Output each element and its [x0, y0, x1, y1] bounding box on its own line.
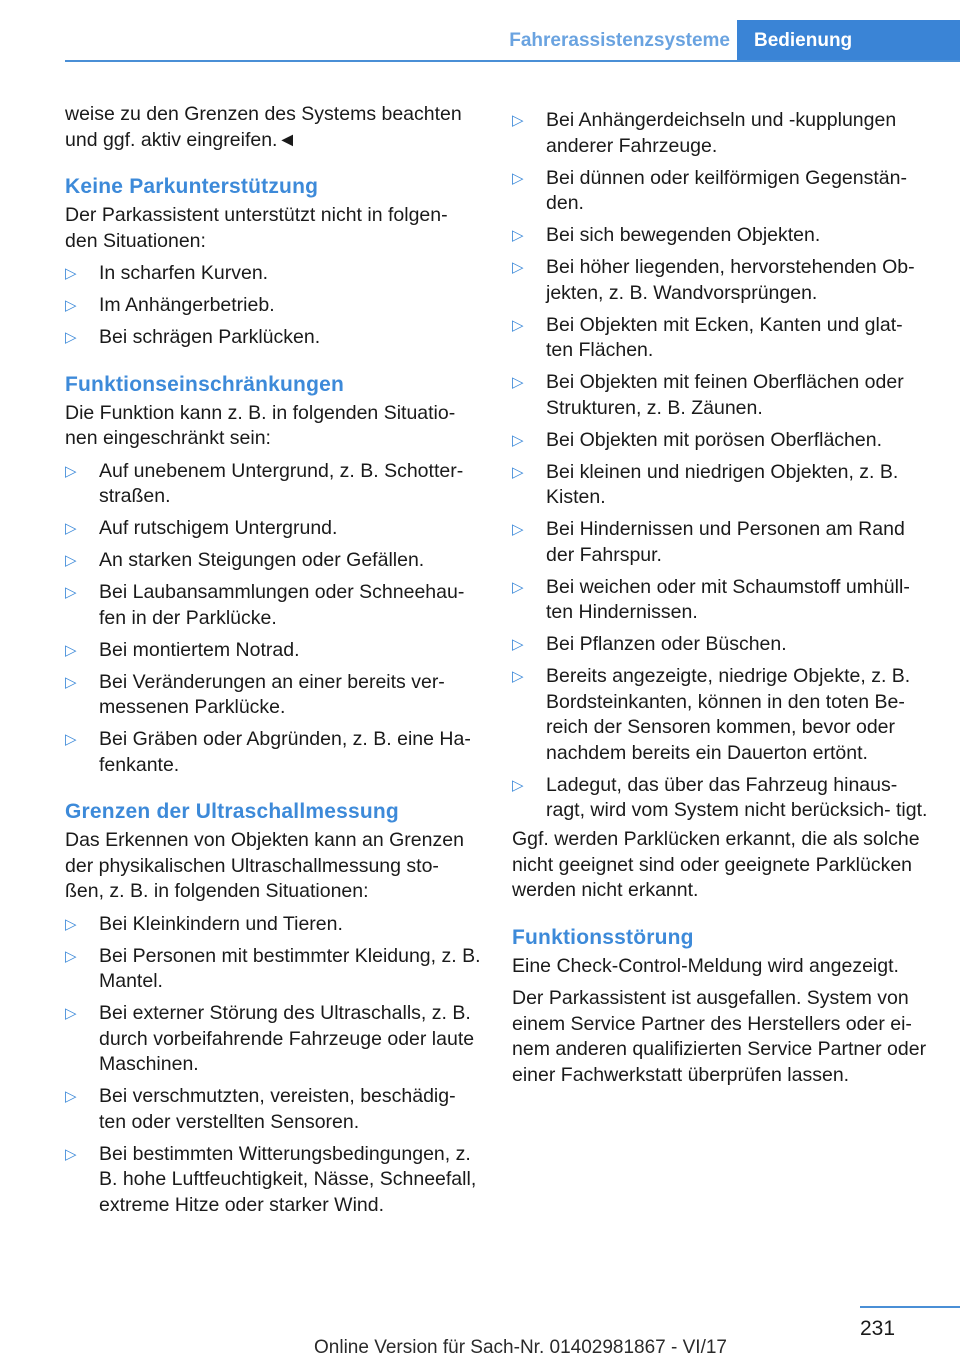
triangle-right-outline-icon: ▷ [512, 374, 524, 391]
paragraph-grenzen-ultraschallmessung: Das Erkennen von Objekten kann an Grenzen der physikalischen Ultraschallmessung sto- ßen, z. B. in folgenden Situationen: [65, 829, 464, 902]
triangle-right-outline-icon: ▷ [512, 776, 524, 794]
list-grenzen-ultraschallmessung [65, 912, 483, 1219]
list-item: ▷ Im Anhängerbetrieb. [65, 293, 483, 319]
triangle-right-outline-icon: ▷ [512, 227, 524, 244]
triangle-right-outline-icon: ▷ [65, 1005, 77, 1022]
list-item: ▷ Bei Anhängerdeichseln und -kupplungen anderer Fahrzeuge. [512, 109, 897, 157]
list-item: ▷ Bei Kleinkindern und Tieren. [65, 912, 483, 938]
triangle-right-outline-icon: ▷ [512, 259, 524, 276]
triangle-right-outline-icon: ▷ [65, 462, 77, 480]
triangle-right-outline-icon: ▷ [65, 584, 77, 601]
list-item: ▷ Bei Personen mit bestimmter Kleidung, z. B. Mantel. [65, 944, 481, 992]
heading-funktionsstoerung: Funktionsstörung [512, 925, 694, 949]
heading-funktionseinschraenkungen: Funktionseinschränkungen [65, 372, 344, 396]
triangle-right-outline-icon: ▷ [65, 641, 77, 659]
triangle-right-outline-icon: ▷ [65, 1145, 77, 1163]
list-item: ▷ Ladegut, das über das Fahrzeug hinaus- ragt, wird vom System nicht berücksich- tigt. [512, 773, 928, 821]
page-number: 231 [860, 1317, 896, 1340]
list-item: ▷ Bei höher liegenden, hervorstehenden Ob- jekten, z. B. Wandvorsprüngen. [512, 256, 915, 304]
list-item: ▷ Bei montiertem Notrad. [65, 638, 483, 664]
list-item: ▷ Bei Gräben oder Abgründen, z. B. eine Ha- fenkante. [65, 728, 471, 776]
header-chapter-tab [737, 20, 960, 62]
list-item: ▷ Bei dünnen oder keilförmigen Gegenstän- den. [512, 166, 907, 214]
heading-keine-parkunterstuetzung: Keine Parkunterstützung [65, 175, 319, 198]
list-item: ▷ Bei weichen oder mit Schaumstoff umhüll- ten Hindernissen. [512, 575, 910, 623]
triangle-right-outline-icon: ▷ [512, 316, 524, 334]
list-ultraschall-fortsetzung [512, 108, 932, 824]
list-item: ▷ Bei verschmutzten, vereisten, beschädig- ten oder verstellten Sensoren. [65, 1085, 456, 1133]
triangle-right-outline-icon: ▷ [512, 463, 524, 481]
triangle-right-outline-icon: ▷ [65, 915, 77, 933]
list-funktionseinschraenkungen [65, 459, 483, 779]
footer-divider [860, 1306, 960, 1308]
list-item: ▷ An starken Steigungen oder Gefällen. [65, 548, 483, 574]
list-item: ▷ Bei Objekten mit Ecken, Kanten und glat- ten Flächen. [512, 313, 903, 361]
triangle-right-outline-icon: ▷ [512, 668, 524, 685]
list-item: ▷ Bei bestimmten Witterungsbedingungen, z. B. hohe Luftfeuchtigkeit, Nässe, Schneefall, extreme Hitze oder starker Wind. [65, 1142, 477, 1216]
triangle-right-outline-icon: ▷ [65, 673, 77, 691]
triangle-right-outline-icon: ▷ [512, 578, 524, 596]
header-section-title: Fahrerassistenzsysteme [509, 30, 730, 51]
triangle-right-outline-icon: ▷ [512, 636, 524, 653]
list-item: ▷ Auf unebenem Untergrund, z. B. Schotter- straßen. [65, 459, 464, 507]
triangle-right-outline-icon: ▷ [65, 1088, 77, 1105]
list-item: ▷ Bei schrägen Parklücken. [65, 325, 483, 351]
header-chapter-label: Bedienung [754, 30, 853, 51]
list-item: ▷ Bei externer Störung des Ultraschalls, z. B. durch vorbeifahrende Fahrzeuge oder laute Maschinen. [65, 1002, 475, 1075]
list-item: ▷ Bei Hindernissen und Personen am Rand der Fahrspur. [512, 518, 905, 566]
list-item: ▷ Bei Pflanzen oder Büschen. [512, 632, 932, 658]
right-column [512, 102, 932, 1095]
paragraph-funktionseinschraenkungen: Die Funktion kann z. B. in folgenden Situatio- nen eingeschränkt sein: [65, 401, 456, 449]
triangle-right-outline-icon: ▷ [512, 521, 524, 538]
paragraph-check-control: Eine Check-Control-Meldung wird angezeigt. [512, 954, 899, 977]
triangle-right-outline-icon: ▷ [65, 520, 77, 537]
list-item: ▷ Auf rutschigem Untergrund. [65, 516, 483, 542]
triangle-right-outline-icon: ▷ [65, 329, 77, 346]
triangle-right-outline-icon: ▷ [65, 552, 77, 569]
list-item: ▷ Bei sich bewegenden Objekten. [512, 223, 932, 249]
list-item: ▷ Bereits angezeigte, niedrige Objekte, z. B. Bordsteinkanten, können in den toten Be- reich der Sensoren kommen, bevor oder nachdem bereits ein Dauerton ertönt. [512, 665, 911, 764]
triangle-right-outline-icon: ▷ [512, 431, 524, 449]
list-keine-parkunterstuetzung [65, 261, 483, 351]
triangle-right-outline-icon: ▷ [512, 169, 524, 187]
list-item: ▷ Bei Objekten mit feinen Oberflächen oder Strukturen, z. B. Zäunen. [512, 371, 904, 419]
list-item: ▷ Bei Laubansammlungen oder Schneehau- fen in der Parklücke. [65, 581, 465, 629]
header-divider [65, 60, 960, 62]
triangle-right-outline-icon: ▷ [512, 112, 524, 129]
heading-grenzen-ultraschallmessung: Grenzen der Ultraschallmessung [65, 800, 399, 823]
triangle-right-outline-icon: ▷ [65, 265, 77, 282]
triangle-right-outline-icon: ▷ [65, 947, 77, 965]
list-item: ▷ In scharfen Kurven. [65, 261, 483, 287]
paragraph-parkassistent-ausgefallen: Der Parkassistent ist ausgefallen. System von einem Service Partner des Herstellers oder ei- nem anderen qualifizierten Service Partner oder einer Fachwerkstatt überprüfen lassen. [512, 987, 927, 1086]
intro-paragraph: weise zu den Grenzen des Systems beachten und ggf. aktiv eingreifen.◄ [65, 103, 462, 151]
paragraph-parkluecken-erkennung: Ggf. werden Parklücken erkannt, die als solche nicht geeignet sind oder geeignete Parklücken werden nicht erkannt. [512, 828, 920, 901]
online-version-note: Online Version für Sach-Nr. 01402981867 - VI/17 [314, 1337, 727, 1358]
left-column [65, 102, 483, 1225]
list-item: ▷ Bei Veränderungen an einer bereits ver- messenen Parklücke. [65, 670, 445, 718]
paragraph-keine-parkunterstuetzung: Der Parkassistent unterstützt nicht in folgen- den Situationen: [65, 204, 448, 252]
list-item: ▷ Bei kleinen und niedrigen Objekten, z. B. Kisten. [512, 460, 899, 508]
triangle-right-outline-icon: ▷ [65, 731, 77, 748]
list-item: ▷ Bei Objekten mit porösen Oberflächen. [512, 428, 932, 454]
triangle-right-outline-icon: ▷ [65, 297, 77, 314]
